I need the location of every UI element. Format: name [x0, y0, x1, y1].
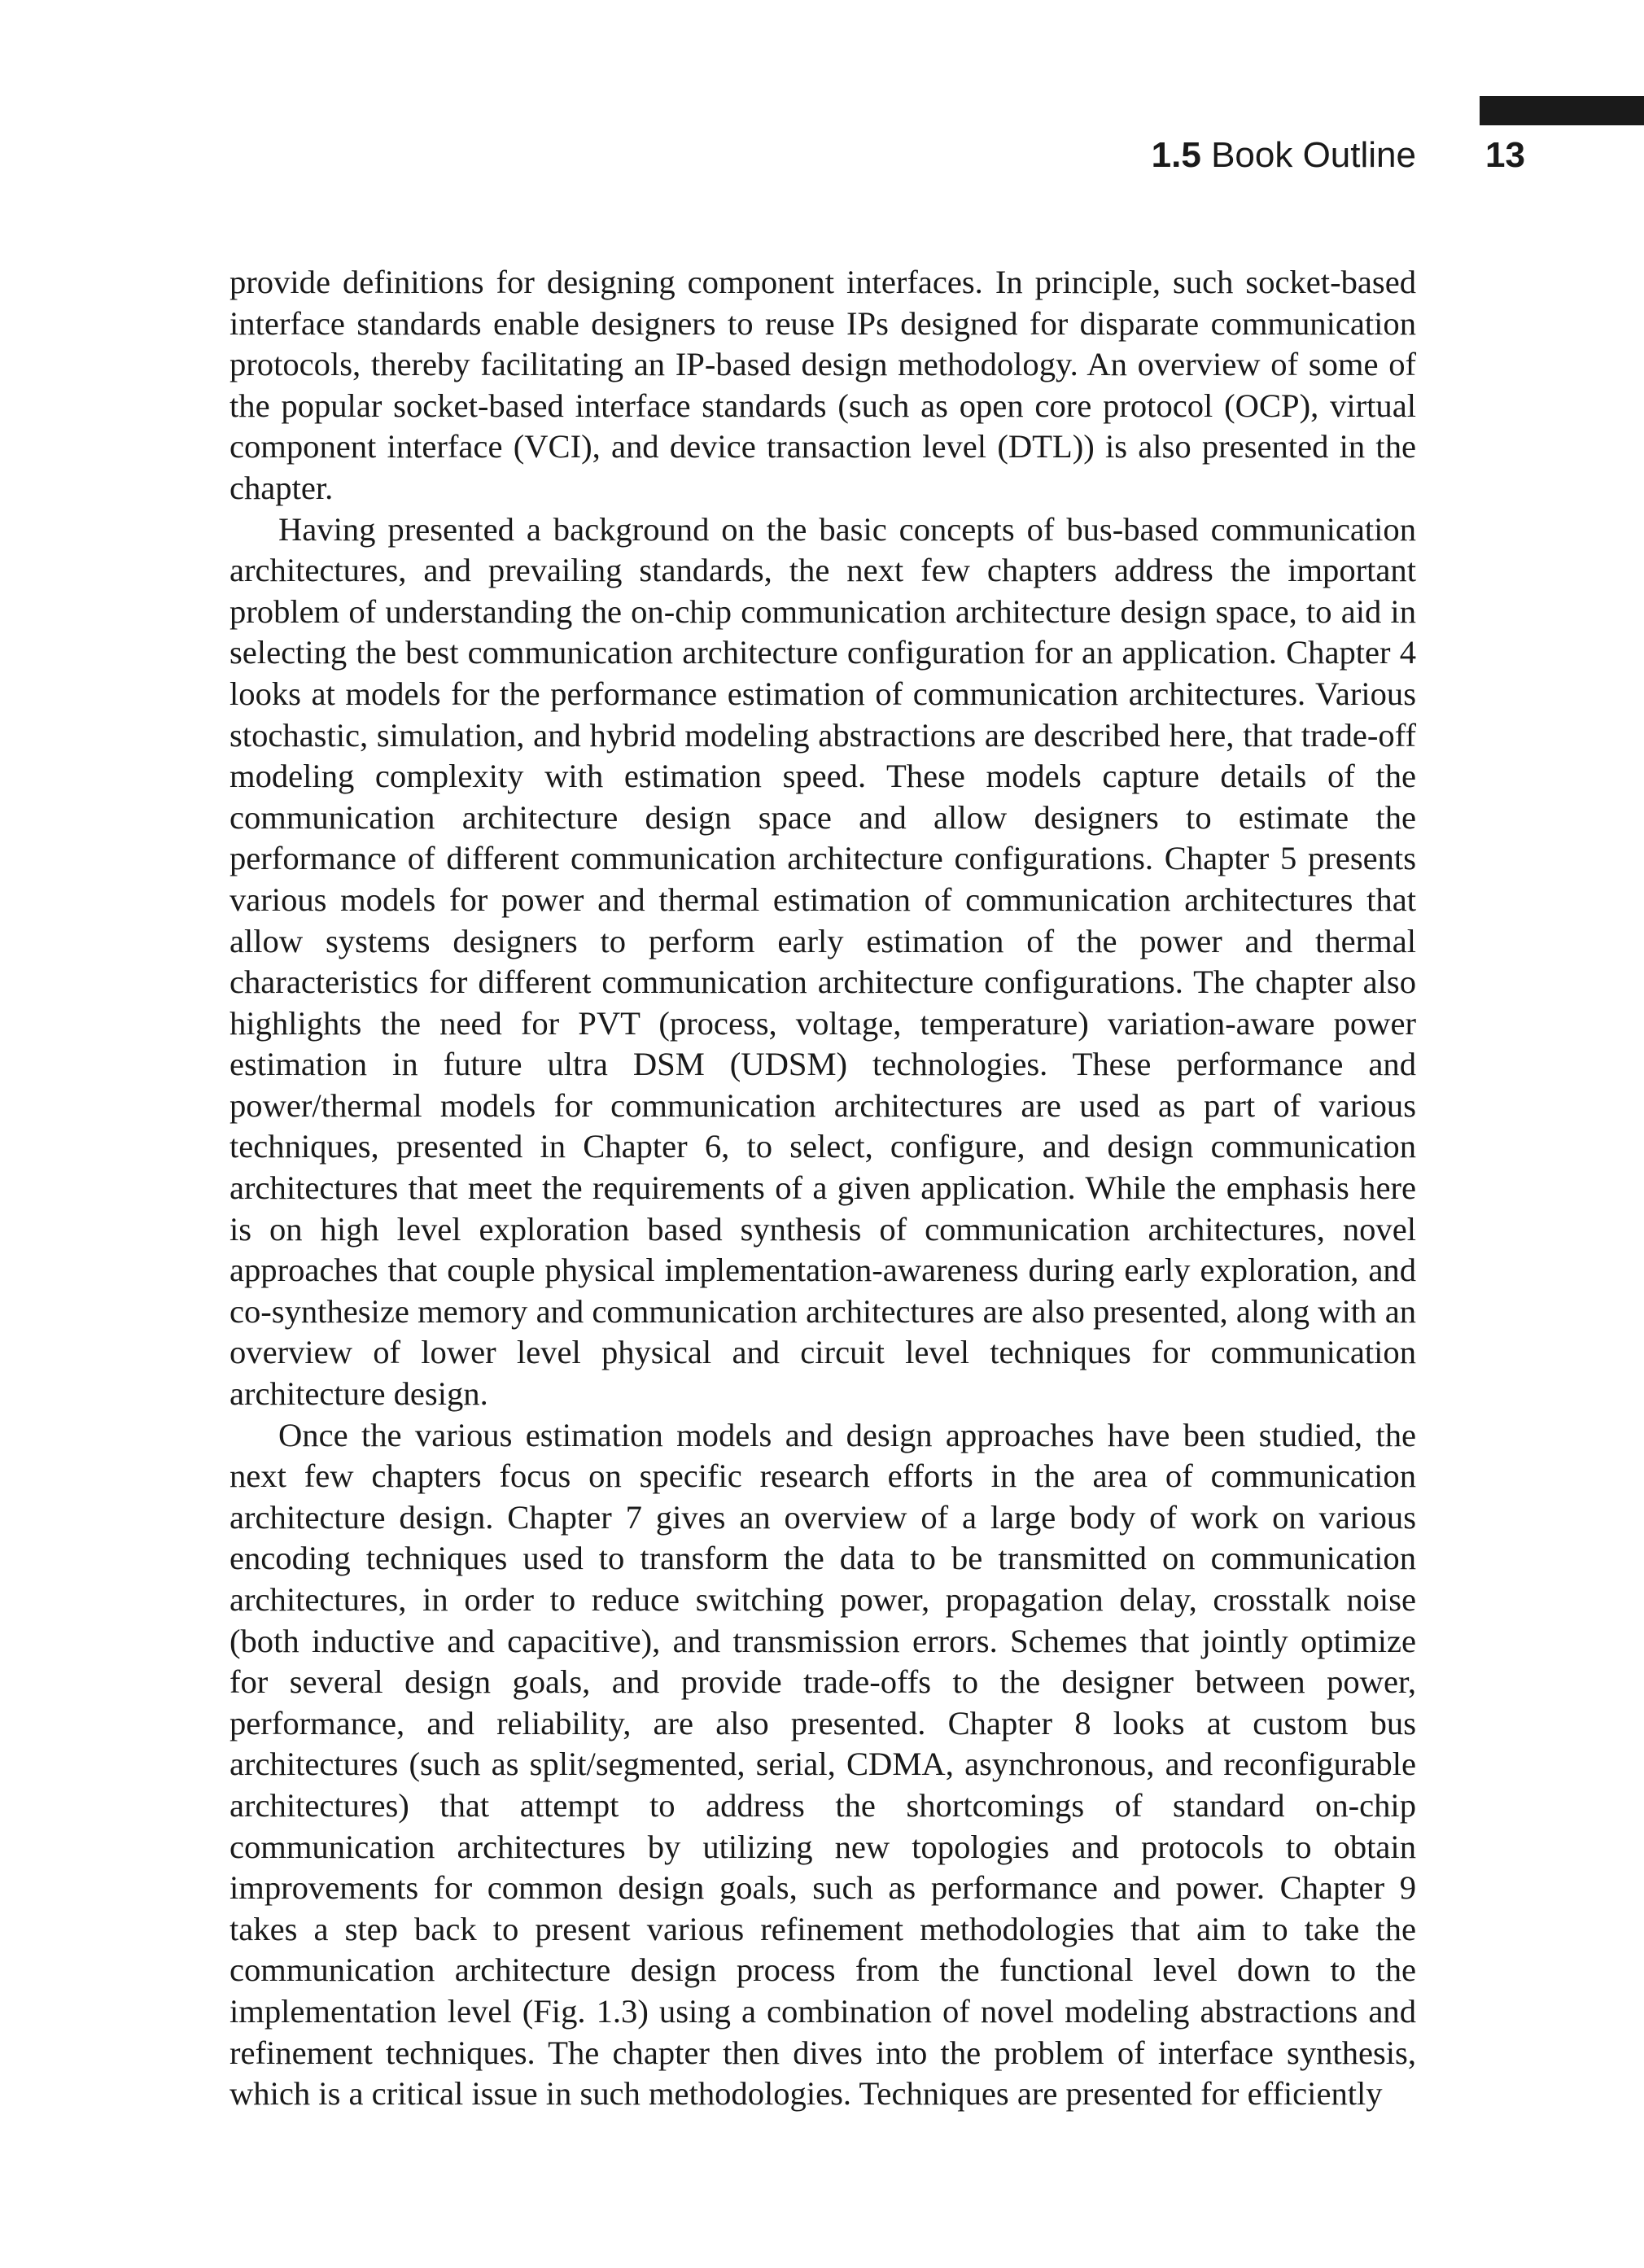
running-head	[0, 135, 1416, 176]
paragraph-estimation-models: Having presented a background on the basic concepts of bus-based communication architectures, and prevailing standards, the next few chapters address the important problem of understanding the on-chip communication architecture design space, to aid in selecting the best communication architecture configuration for an application. Chapter 4 looks at models for the performance estimation of communication architectures. Various stochastic, simulation, and hybrid modeling abstractions are described here, that trade-off modeling complexity with estimation speed. These models capture details of the communication architecture design space and allow designers to estimate the performance of different communication architecture configurations. Chapter 5 presents various models for power and thermal estimation of communication architectures that allow systems designers to perform early estimation of the power and thermal characteristics for different communication architecture configurations. The chapter also highlights the need for PVT (process, voltage, temperature) variation-aware power estimation in future ultra DSM (UDSM) technologies. These performance and power/thermal models for communication architectures are used as part of various techniques, presented in Chapter 6, to select, configure, and design communication architectures that meet the requirements of a given application. While the emphasis here is on high level exploration based synthesis of communication architectures, novel approaches that couple physical implementation-awareness during early exploration, and co-synthesize memory and communication architectures are also presented, along with an overview of lower level physical and circuit level techniques for communication architecture design.	[230, 510, 1416, 1413]
section-number: 1.5	[1151, 135, 1201, 175]
page-number: 13	[1485, 135, 1525, 175]
header-corner-bar	[1480, 96, 1644, 125]
body-text	[230, 262, 1416, 2115]
paragraph-continued: provide definitions for designing component interfaces. In principle, such socket-based interface standards enable designers to reuse IPs designed for disparate communication protocols, thereby facilitating an IP-based design methodology. An overview of some of the popular socket-based interface standards (such as open core protocol (OCP), virtual component interface (VCI), and device transaction level (DTL)) is also presented in the chapter.	[230, 264, 1416, 506]
paragraph-research-efforts: Once the various estimation models and design approaches have been studied, the next few chapters focus on specific research efforts in the area of communication architecture design. Chapter 7 gives an overview of a large body of work on various encoding techniques used to transform the data to be transmitted on communication architectures, in order to reduce switching power, propagation delay, crosstalk noise (both inductive and capacitive), and transmission errors. Schemes that jointly optimize for several design goals, and provide trade-offs to the designer between power, performance, and reliability, are also presented. Chapter 8 looks at custom bus architectures (such as split/segmented, serial, CDMA, asynchronous, and reconfigurable architectures) that attempt to address the shortcomings of standard on-chip communication architectures by utilizing new topologies and protocols to obtain improvements for common design goals, such as performance and power. Chapter 9 takes a step back to present various refinement methodologies that aim to take the communication architecture design process from the functional level down to the implementation level (Fig. 1.3) using a combination of novel modeling abstractions and refinement techniques. The chapter then dives into the problem of interface synthesis, which is a critical issue in such methodologies. Techniques are presented for efficiently	[230, 1416, 1416, 2113]
section-title: Book Outline	[1211, 135, 1416, 175]
